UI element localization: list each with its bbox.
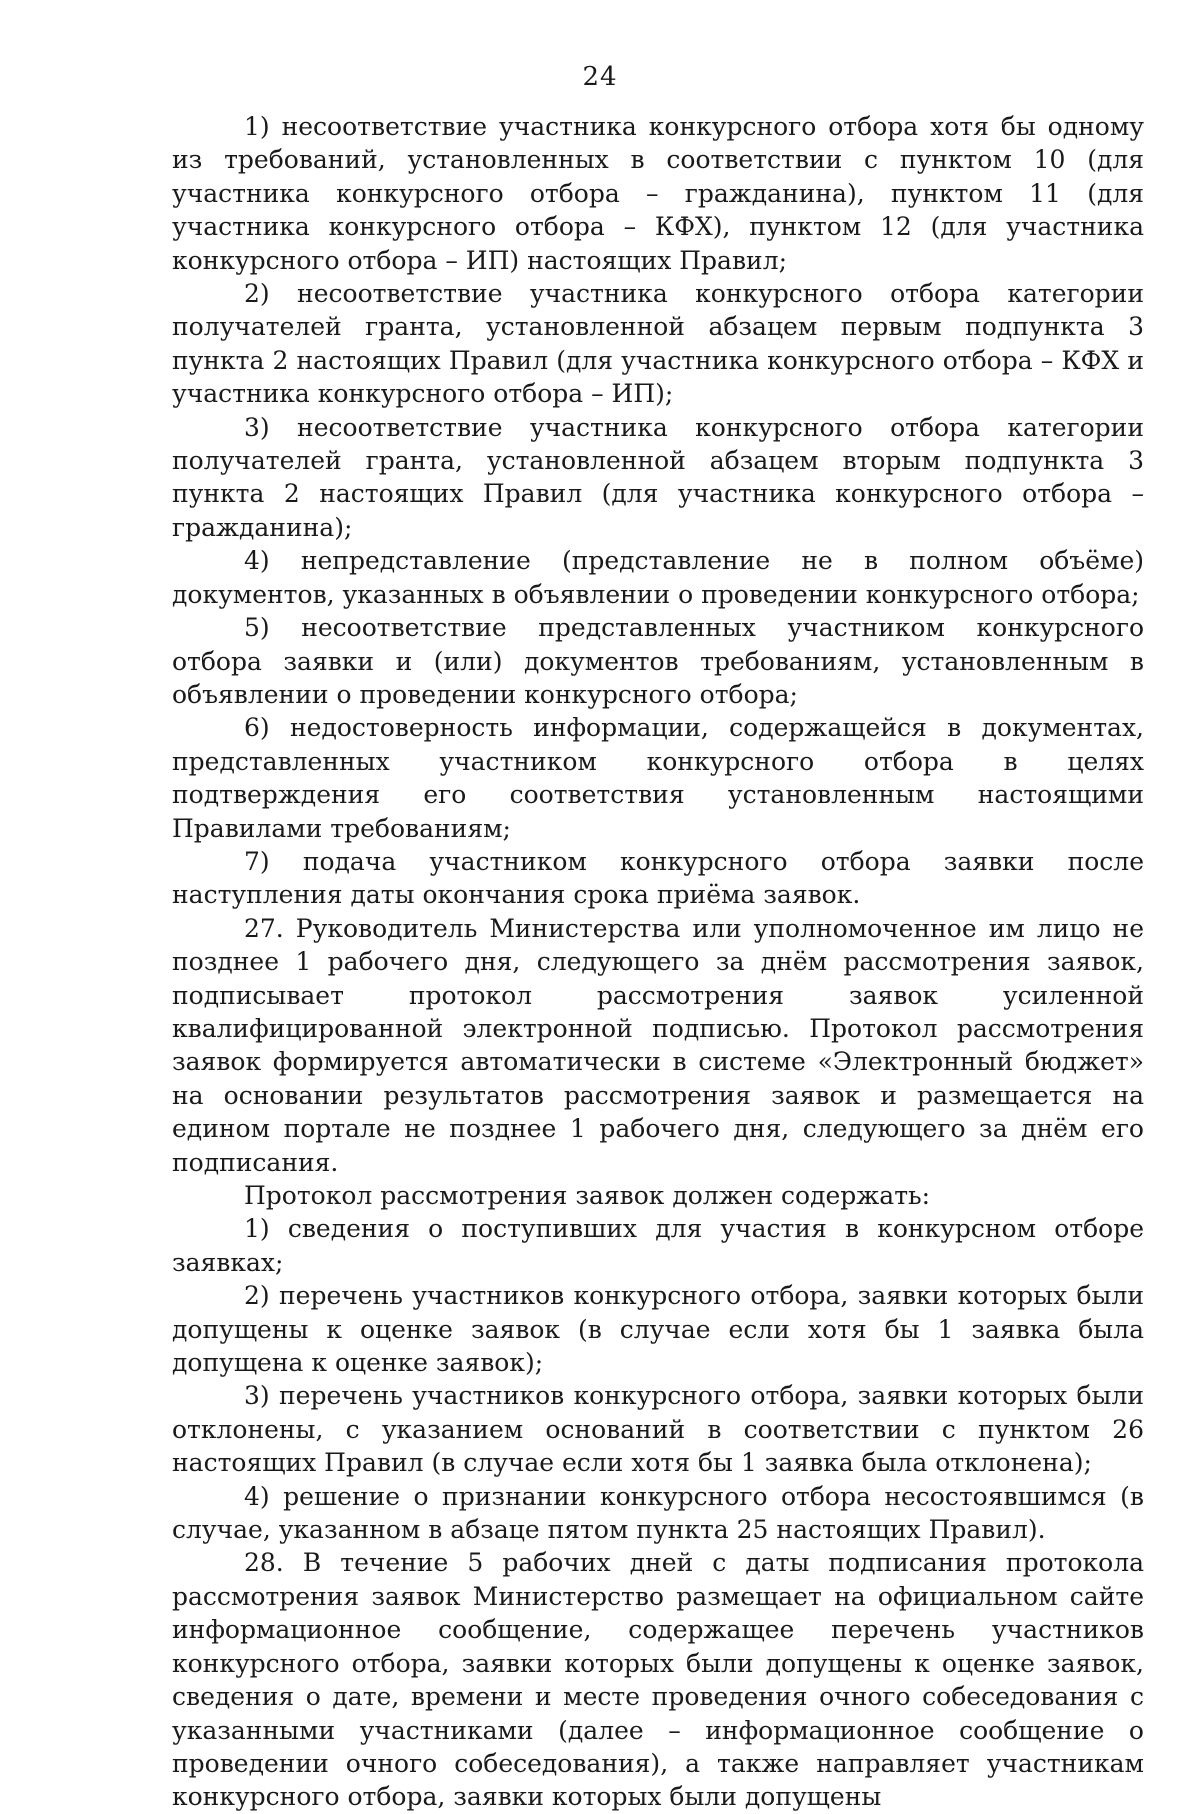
- paragraph-item-1: 1) несоответствие участника конкурсного отбора хотя бы одному из требований, установленных в соответствии с пунктом 10 (для участника конкурсного отбора – гражданина), пунктом 11 (для участника конкурсного отбора – КФХ), пунктом 12 (для участника конкурсного отбора – ИП) настоящих Правил;: [172, 112, 1144, 275]
- paragraph-item-3: 3) несоответствие участника конкурсного отбора категории получателей гранта, установленной абзацем вторым подпункта 3 пункта 2 настоящих Правил (для участника конкурсного отбора – гражданина);: [172, 412, 1144, 542]
- page-number: 24: [582, 62, 618, 92]
- paragraph-protocol-item-3: 3) перечень участников конкурсного отбора, заявки которых были отклонены, с указанием оснований в соответствии с пунктом 26 настоящих Правил (в случае если хотя бы 1 заявка была отклонена);: [172, 1381, 1144, 1478]
- paragraph-protocol-contents-intro: Протокол рассмотрения заявок должен содержать:: [244, 1181, 931, 1210]
- paragraph-protocol-item-1: 1) сведения о поступивших для участия в конкурсном отборе заявках;: [172, 1214, 1144, 1277]
- paragraph-item-6: 6) недостоверность информации, содержащейся в документах, представленных участником конкурсного отбора в целях подтверждения его соответствия установленным настоящими Правилами требованиям;: [172, 713, 1144, 843]
- paragraph-clause-27: 27. Руководитель Министерства или уполномоченное им лицо не позднее 1 рабочего дня, следующего за днём рассмотрения заявок, подписывает протокол рассмотрения заявок усиленной квалифицированной электронной подписью. Протокол рассмотрения заявок формируется автоматически в системе «Электронный бюджет» на основании результатов рассмотрения заявок и размещается на едином портале не позднее 1 рабочего дня, следующего за днём его подписания.: [172, 913, 1144, 1177]
- paragraph-item-7: 7) подача участником конкурсного отбора заявки после наступления даты окончания срока приёма заявок.: [172, 846, 1144, 910]
- paragraph-item-4: 4) непредставление (представление не в полном объёме) документов, указанных в объявлении о проведении конкурсного отбора;: [172, 546, 1144, 609]
- paragraph-item-5: 5) несоответствие представленных участником конкурсного отбора заявки и (или) документов требованиям, установленным в объявлении о проведении конкурсного отбора;: [172, 613, 1144, 709]
- paragraph-item-2: 2) несоответствие участника конкурсного отбора категории получателей гранта, установленной абзацем первым подпункта 3 пункта 2 настоящих Правил (для участника конкурсного отбора – КФХ и участника конкурсного отбора – ИП);: [172, 279, 1144, 409]
- paragraph-clause-28: 28. В течение 5 рабочих дней с даты подписания протокола рассмотрения заявок Министерство размещает на официальном сайте информационное сообщение, содержащее перечень участников конкурсного отбора, заявки которых были допущены к оценке заявок, сведения о дате, времени и месте проведения очного собеседования с указанными участниками (далее – информационное сообщение о проведении очного собеседования), а также направляет участникам конкурсного отбора, заявки которых были допущены: [172, 1548, 1144, 1812]
- paragraph-protocol-item-2: 2) перечень участников конкурсного отбора, заявки которых были допущены к оценке заявок (в случае если хотя бы 1 заявка была допущена к оценке заявок);: [172, 1281, 1144, 1378]
- document-body: [172, 110, 1144, 1814]
- paragraph-protocol-item-4: 4) решение о признании конкурсного отбора несостоявшимся (в случае, указанном в абзаце пятом пункта 25 настоящих Правил).: [172, 1481, 1144, 1545]
